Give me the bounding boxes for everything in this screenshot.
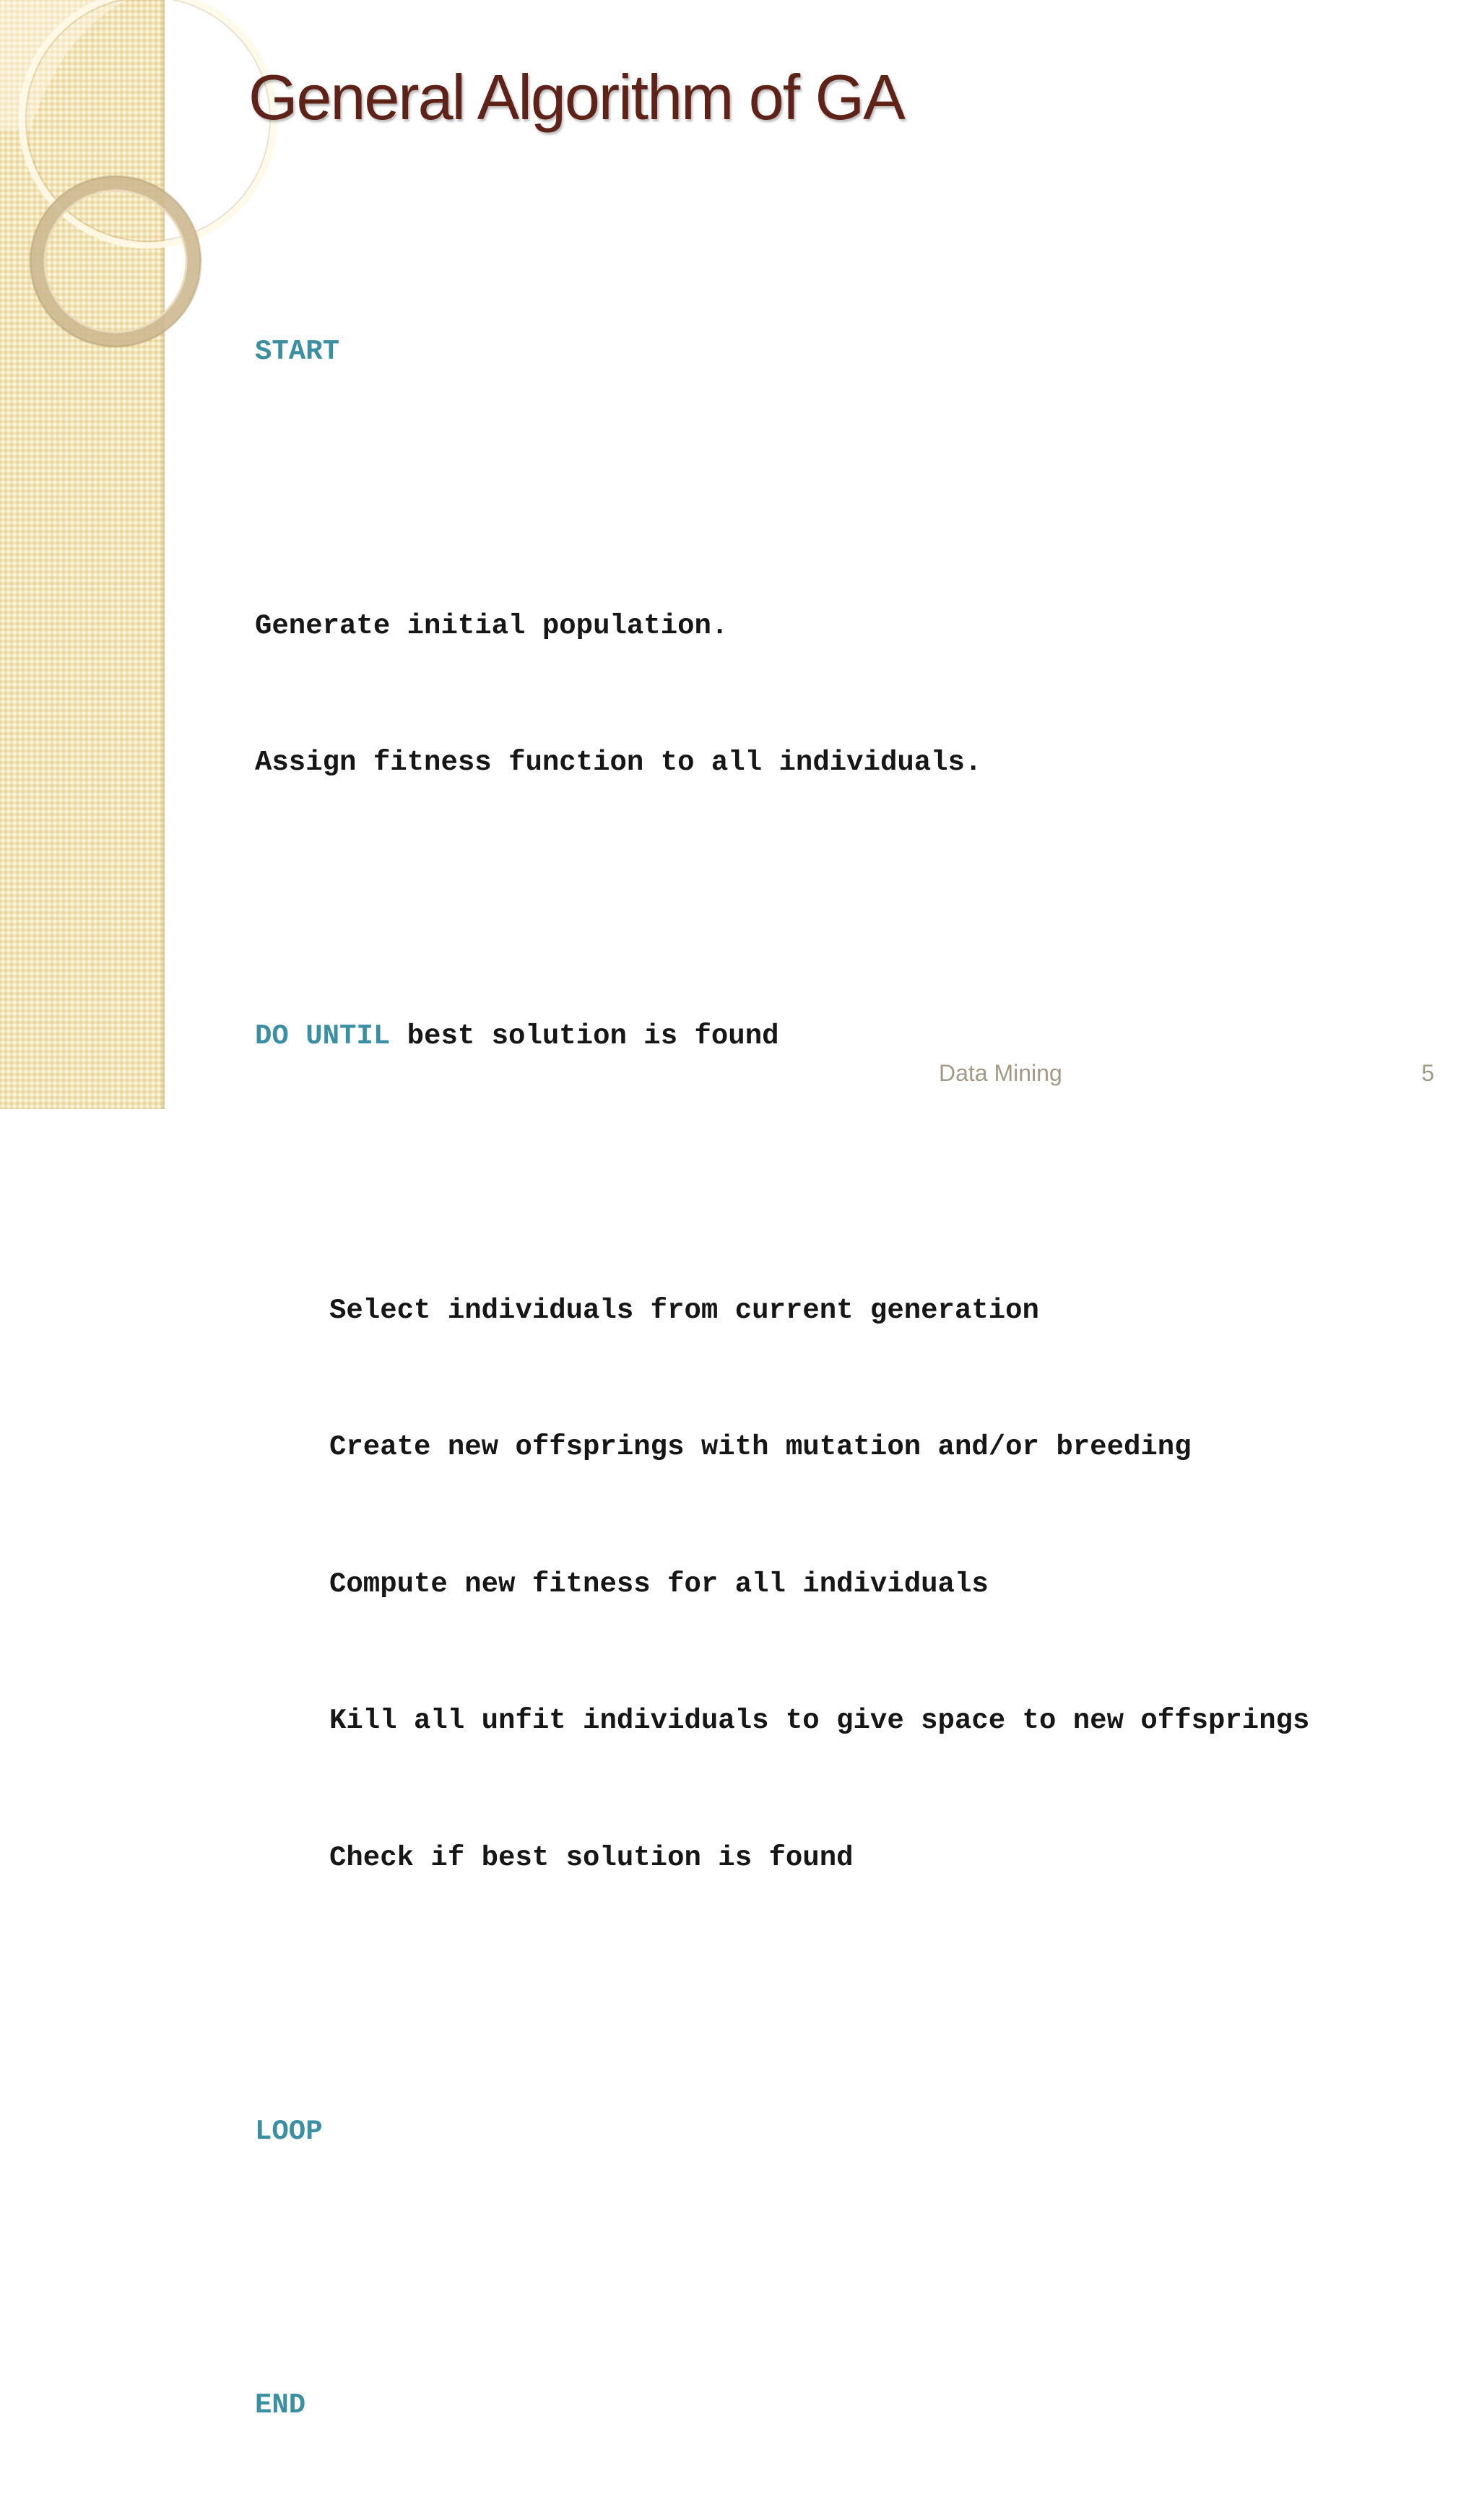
pseudocode-block <box>255 238 1309 2520</box>
code-line-assign: Assign fitness function to all individuals. <box>255 747 982 779</box>
code-line-compute: Compute new fitness for all individuals <box>329 1568 989 1600</box>
decorative-rings <box>0 0 165 375</box>
code-line-kill: Kill all unfit individuals to give space to new offsprings <box>329 1705 1310 1737</box>
do-until-line <box>255 1014 1309 1059</box>
blank-line <box>255 466 1309 512</box>
footer-label: Data Mining <box>939 1060 1062 1086</box>
blank-line <box>255 1973 1309 2018</box>
start-keyword: START <box>255 336 340 368</box>
code-line-check: Check if best solution is found <box>329 1841 854 1874</box>
blank-line <box>255 1151 1309 1196</box>
code-line-select: Select individuals from current generation <box>329 1294 1039 1326</box>
code-line-create: Create new offsprings with mutation and/or breeding <box>329 1431 1192 1464</box>
code-line-generate: Generate initial population. <box>255 609 729 642</box>
loop-keyword: LOOP <box>255 2116 323 2148</box>
loop-condition: best solution is found <box>390 1020 779 1053</box>
blank-line <box>255 877 1309 923</box>
slide-title: General Algorithm of GA <box>248 61 904 133</box>
page-number: 5 <box>1421 1060 1434 1086</box>
blank-line <box>255 2246 1309 2292</box>
end-keyword: END <box>255 2389 306 2422</box>
do-until-keyword: DO UNTIL <box>255 1020 391 1053</box>
